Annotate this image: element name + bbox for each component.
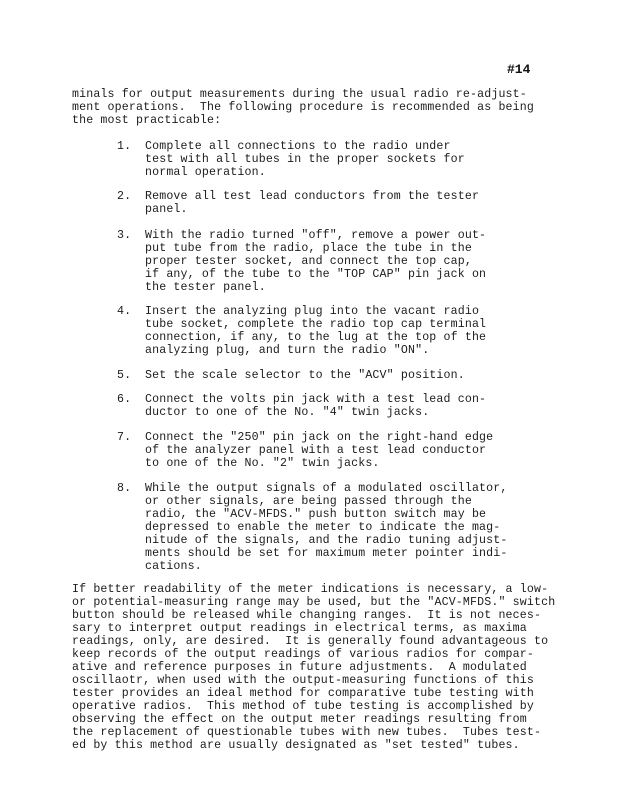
step-text-line: analyzing plug, and turn the radio "ON". xyxy=(145,344,430,357)
step-text-line: of the analyzer panel with a test lead conductor xyxy=(145,444,487,457)
step-text-line: Remove all test lead conductors from the tester xyxy=(145,190,480,203)
step-text-line: connection, if any, to the lug at the top of the xyxy=(145,331,487,344)
paragraph-line: tester provides an ideal method for comparative tube testing with xyxy=(72,687,534,700)
step-text-line: nitude of the signals, and the radio tuning adjust- xyxy=(145,534,508,547)
step-text-line: put tube from the radio, place the tube in the xyxy=(145,242,472,255)
step-number: 1. xyxy=(117,140,132,153)
step-text-line: radio, the "ACV-MFDS." push button switch may be xyxy=(145,508,487,521)
step-text-line: tube socket, complete the radio top cap terminal xyxy=(145,318,487,331)
intro-line: ment operations. The following procedure is recommended as being xyxy=(72,101,534,114)
step-text-line: or other signals, are being passed through the xyxy=(145,495,472,508)
paragraph-line: or potential-measuring range may be used, but the "ACV-MFDS." switch xyxy=(72,596,556,609)
step-text-line: Connect the volts pin jack with a test lead con- xyxy=(145,393,487,406)
paragraph-line: the replacement of questionable tubes with new tubes. Tubes test- xyxy=(72,726,542,739)
step-text-line: Set the scale selector to the "ACV" position. xyxy=(145,369,465,382)
step-number: 6. xyxy=(117,393,132,406)
step-text-line: Connect the "250" pin jack on the right-hand edge xyxy=(145,431,494,444)
paragraph-line: ed by this method are usually designated as "set tested" tubes. xyxy=(72,739,520,752)
intro-line: the most practicable: xyxy=(72,114,222,127)
page-number: #14 xyxy=(507,62,531,77)
step-text-line: normal operation. xyxy=(145,166,266,179)
step-number: 2. xyxy=(117,190,132,203)
step-text-line: depressed to enable the meter to indicate the mag- xyxy=(145,521,501,534)
step-number: 4. xyxy=(117,305,132,318)
paragraph-line: If better readability of the meter indications is necessary, a low- xyxy=(72,583,549,596)
paragraph-line: operative radios. This method of tube testing is accomplished by xyxy=(72,700,534,713)
step-text-line: Complete all connections to the radio under xyxy=(145,140,451,153)
step-text-line: test with all tubes in the proper sockets for xyxy=(145,153,465,166)
step-text-line: cations. xyxy=(145,560,202,573)
step-number: 8. xyxy=(117,482,132,495)
step-number: 7. xyxy=(117,431,132,444)
paragraph-line: keep records of the output readings of various radios for compar- xyxy=(72,648,534,661)
step-text-line: to one of the No. "2" twin jacks. xyxy=(145,457,380,470)
paragraph-line: readings, only, are desired. It is generally found advantageous to xyxy=(72,635,549,648)
intro-line: minals for output measurements during the usual radio re-adjust- xyxy=(72,88,527,101)
step-number: 5. xyxy=(117,369,132,382)
step-text-line: With the radio turned "off", remove a power out- xyxy=(145,229,487,242)
paragraph-line: ative and reference purposes in future adjustments. A modulated xyxy=(72,661,527,674)
step-text-line: Insert the analyzing plug into the vacant radio xyxy=(145,305,480,318)
paragraph-line: sary to interpret output readings in electrical terms, as maxima xyxy=(72,622,527,635)
step-text-line: the tester panel. xyxy=(145,281,266,294)
step-text-line: ments should be set for maximum meter pointer indi- xyxy=(145,547,508,560)
step-text-line: proper tester socket, and connect the top cap, xyxy=(145,255,472,268)
step-text-line: if any, of the tube to the "TOP CAP" pin jack on xyxy=(145,268,487,281)
step-text-line: panel. xyxy=(145,203,188,216)
step-text-line: While the output signals of a modulated oscillator, xyxy=(145,482,508,495)
paragraph-line: button should be released while changing ranges. It is not neces- xyxy=(72,609,542,622)
step-text-line: ductor to one of the No. "4" twin jacks. xyxy=(145,406,430,419)
paragraph-line: observing the effect on the output meter readings resulting from xyxy=(72,713,527,726)
step-number: 3. xyxy=(117,229,132,242)
paragraph-line: oscillaotr, when used with the output-measuring functions of this xyxy=(72,674,534,687)
